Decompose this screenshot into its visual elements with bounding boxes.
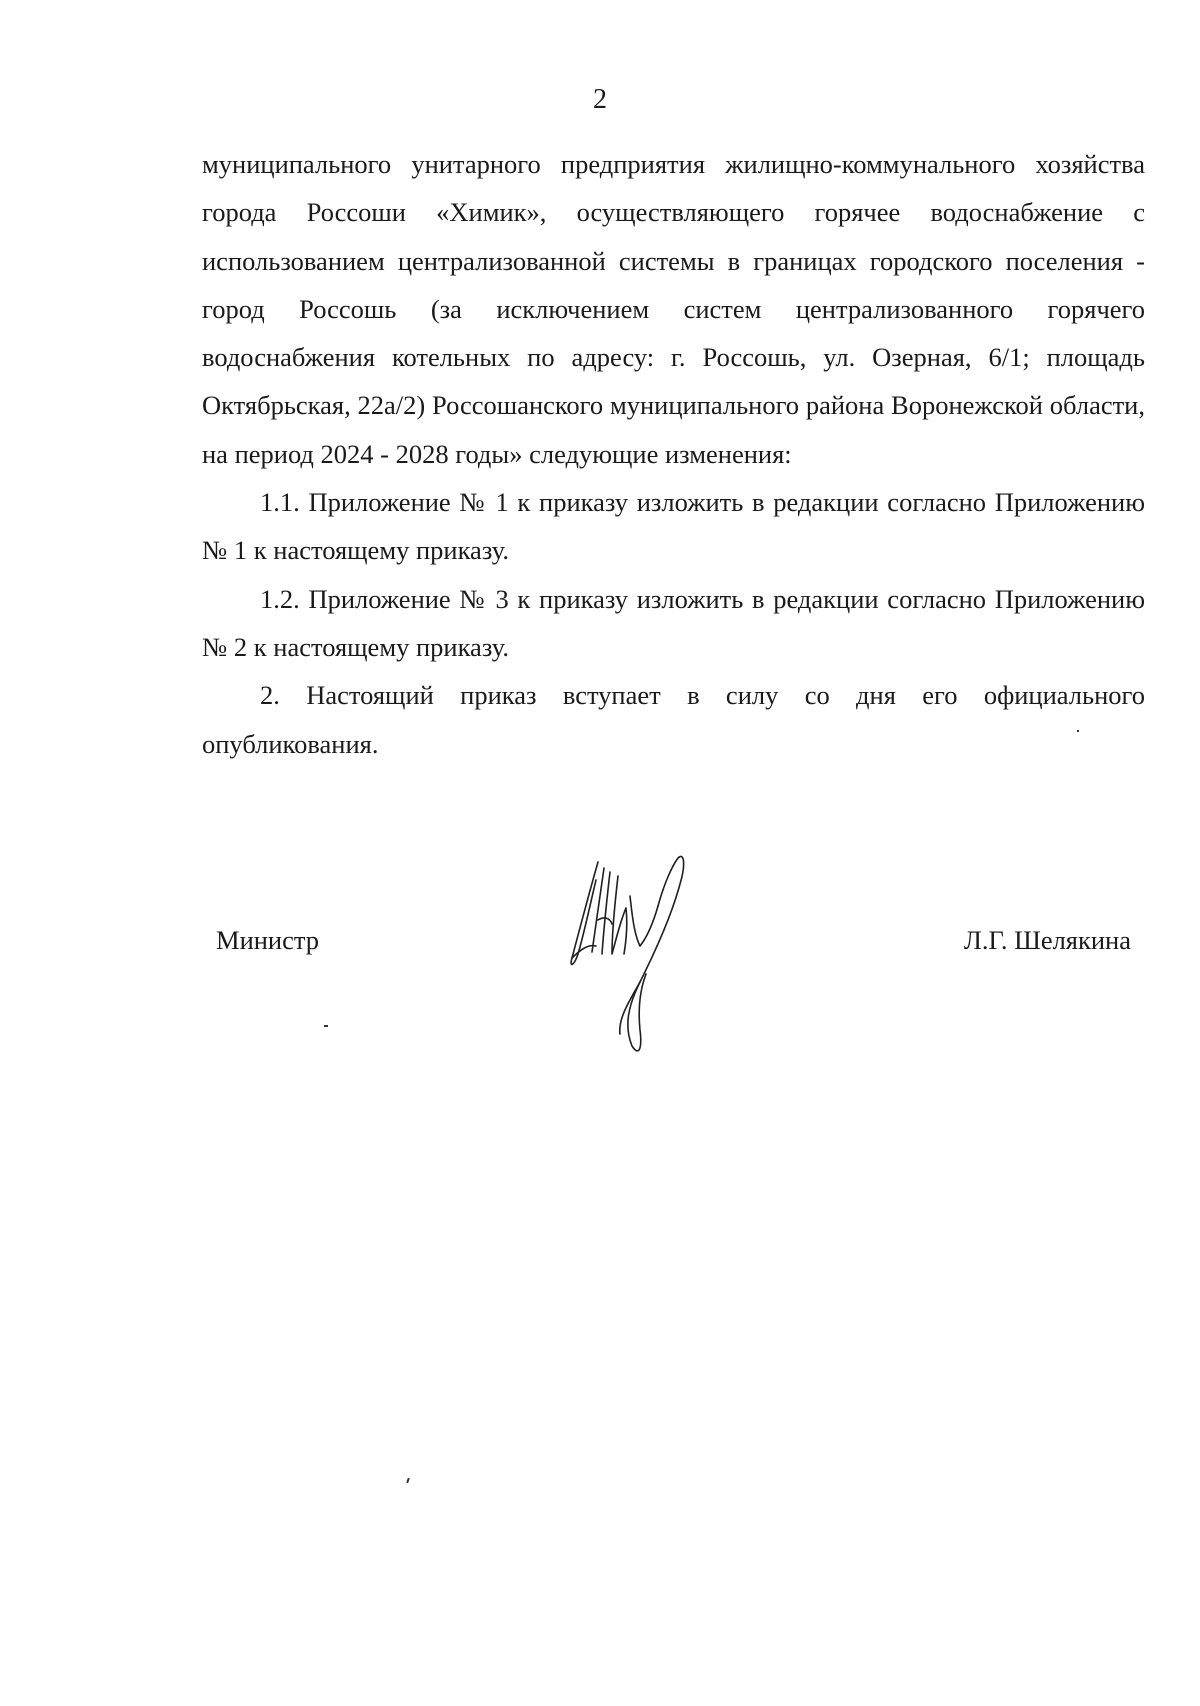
paragraph-item-1-2: 1.2. Приложение № 3 к приказу изложить в редакции согласно Приложению № 2 к настоящему приказу.: [202, 583, 1145, 662]
paragraph-item-1-1: 1.1. Приложение № 1 к приказу изложить в редакции согласно Приложению № 1 к настоящему приказу.: [202, 487, 1145, 566]
page-number: 2: [593, 84, 607, 115]
handwritten-signature: [560, 850, 720, 1060]
scan-speck: [406, 1478, 410, 1483]
document-body: [202, 140, 1145, 768]
signatory-position: Министр: [216, 925, 320, 955]
scan-speck: [1077, 730, 1079, 732]
paragraph-item-2: 2. Настоящий приказ вступает в силу со дня его официального опубликования.: [202, 680, 1145, 759]
scan-speck: [324, 1025, 328, 1027]
paragraph-continuation: муниципального унитарного предприятия жилищно-коммунального хозяйства города Россоши «Химик», осуществляющего горячее водоснабжение с использованием централизованной системы в границах городского поселения - город Россошь (за исключением систем централизованного горячего водоснабжения котельных по адресу: г. Россошь, ул. Озерная, 6/1; площадь Октябрьская, 22а/2) Россошанского муниципального района Воронежской области, на период 2024 - 2028 годы» следующие изменения:: [202, 149, 1145, 469]
signatory-name: Л.Г. Шелякина: [963, 925, 1131, 955]
